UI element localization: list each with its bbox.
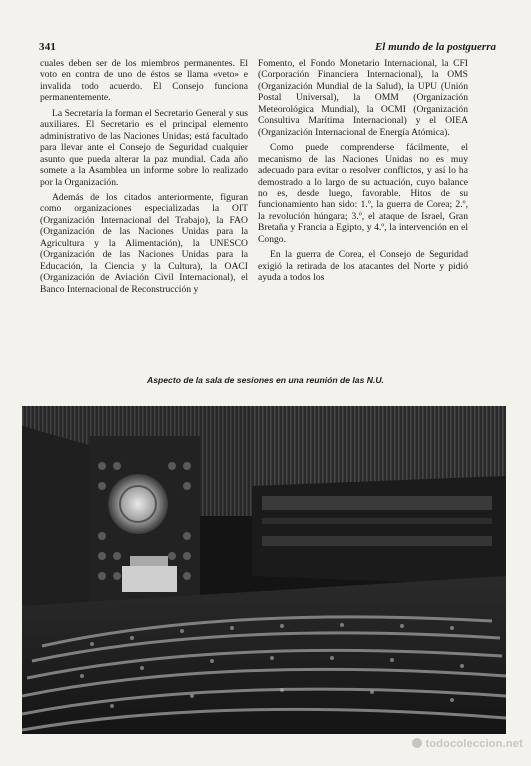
watermark-text: todocoleccion.net: [425, 738, 523, 750]
running-title: El mundo de la postguerra: [374, 41, 496, 53]
paragraph: Como puede comprenderse fácilmente, el mecanismo de las Naciones Unidas no es muy adecuado para evitar o resolver conflictos, y así lo ha demostrado a lo largo de su actuación, cuyo balance no es, desde luego, favorable. Hitos de su funcionamiento han sido: 1.º, la guerra de Corea; 2.º, la revolución húngara; 3.º, el ataque de Israel, Gran Bretaña y Francia a Egipto, y 4.º, la intervención en el Congo.: [258, 142, 468, 245]
watermark-logo-icon: [412, 738, 422, 748]
page-number: 341: [39, 41, 57, 53]
paragraph: Fomento, el Fondo Monetario Internacional, la CFI (Corporación Financiera Internacional), la OMS (Organización Mundial de la Salud), la UPU (Unión Postal Universal), la OMM (Organización Meteorológica Mundial), la OCMI (Organización Consultiva Marítima Internacional) y el OIEA (Organización Internacional de Energía Atómica).: [258, 58, 468, 138]
assembly-hall-illustration: [22, 406, 506, 734]
assembly-hall-photo: [22, 406, 506, 734]
un-emblem: [108, 474, 168, 534]
left-column: [40, 58, 248, 299]
paragraph: Además de los citados anteriormente, figuran como organizaciones especializadas la OIT (Organización Internacional del Trabajo), la FAO (Organización de las Naciones Unidas para la Agricultura y la Alimentación), la UNESCO (Organización de las Naciones Unidas para la Educación, la Ciencia y la Cultura), la OACI (Organización de Aviación Civil Internacional), el Banco Internacional de Reconstrucción y: [40, 191, 248, 295]
paragraph: La Secretaría la forman el Secretario General y sus auxiliares. El Secretario es el principal elemento administrativo de las Naciones Unidas; está facultado para llevar ante el Consejo de Seguridad cualquier asunto que pueda alterar la paz mundial. Cada año somete a la Asamblea un informe sobre lo realizado por la Organización.: [40, 107, 248, 188]
right-column: [258, 58, 468, 288]
watermark: [412, 738, 523, 750]
figure-caption: Aspecto de la sala de sesiones en una reunión de las N.U.: [147, 375, 384, 385]
rostrum: [122, 566, 177, 592]
paragraph: En la guerra de Corea, el Consejo de Seguridad exigió la retirada de los atacantes del Norte y pidió ayuda a todos los: [258, 249, 468, 284]
paragraph: cuales deben ser de los miembros permanentes. El voto en contra de uno de éstos se llama «veto» e invalida todo acuerdo. El Consejo funciona permanentemente.: [40, 58, 248, 104]
